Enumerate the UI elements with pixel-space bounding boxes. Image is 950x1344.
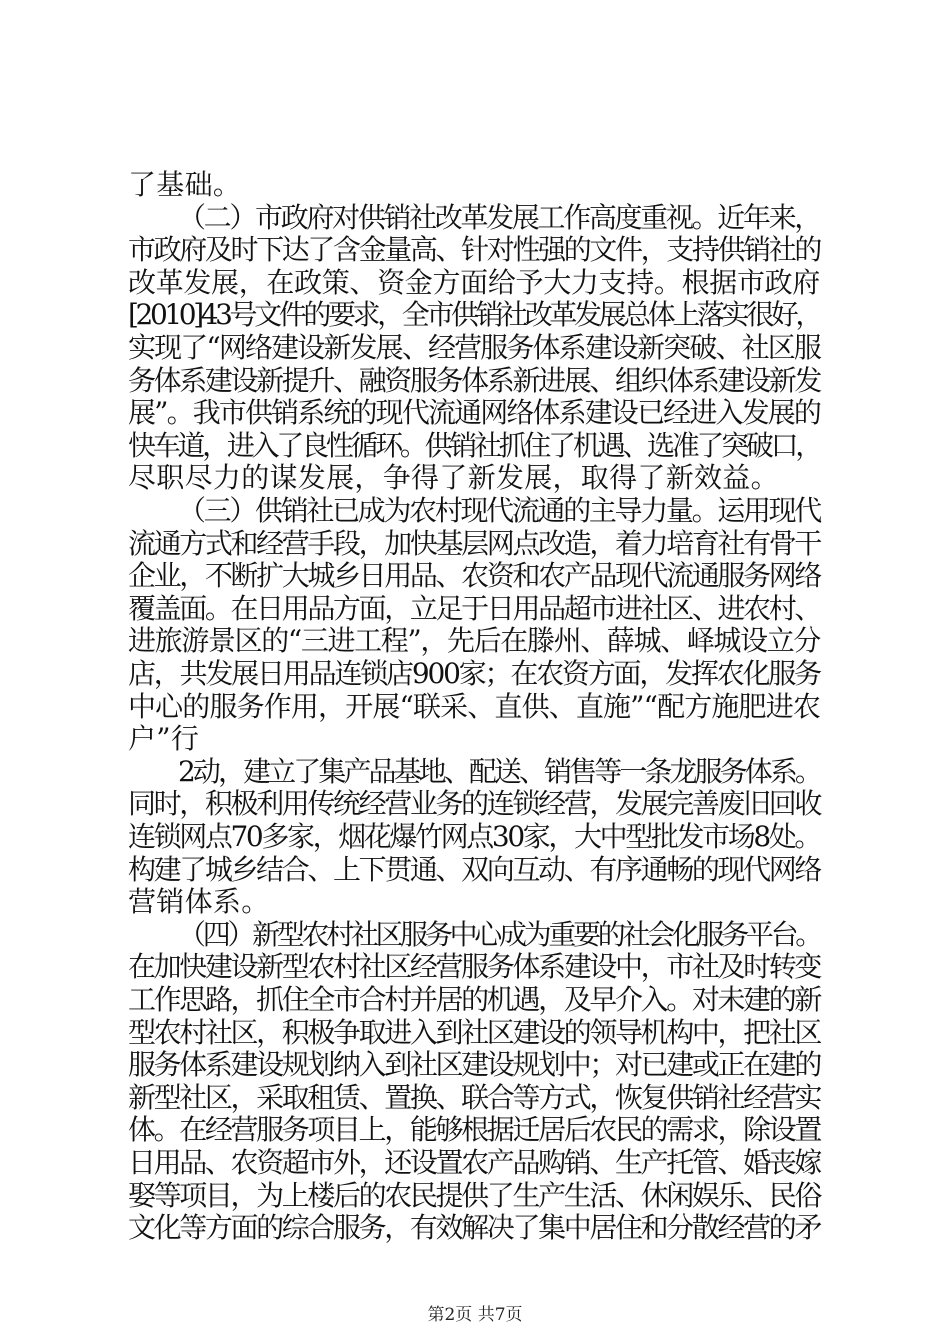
text-line: （二）市政府对供销社改革发展工作高度重视。近年来，	[178, 200, 820, 234]
text-line: （三）供销社已成为农村现代流通的主导力量。运用现代	[178, 494, 820, 527]
text-line: （四）新型农村社区服务中心成为重要的社会化服务平台。	[178, 917, 820, 951]
text-line: 娶等项目，为上楼后的农民提供了生产生活、休闲娱乐、民俗	[128, 1178, 820, 1212]
text-line: 快车道，进入了良性循环。供销社抓住了机遇、选准了突破口，	[128, 428, 820, 462]
text-line: 企业，不断扩大城乡日用品、农资和农产品现代流通服务网络	[128, 559, 820, 593]
text-line: 务体系建设新提升、融资服务体系新进展、组织体系建设新发	[128, 363, 820, 397]
text-line: 户”行	[128, 722, 200, 756]
text-line: 尽职尽力的谋发展，争得了新发展，取得了新效益。	[128, 461, 779, 495]
text-line: 型农村社区，积极争取进入到社区建设的领导机构中，把社区	[128, 1015, 820, 1049]
text-line: 中心的服务作用，开展“联采、直供、直施”“配方施肥进农	[128, 689, 820, 723]
text-line: 实现了“网络建设新发展、经营服务体系建设新突破、社区服	[128, 331, 820, 364]
text-line: 覆盖面。在日用品方面，立足于日用品超市进社区、进农村、	[128, 591, 820, 625]
text-line: 文化等方面的综合服务，有效解决了集中居住和分散经营的矛	[128, 1211, 820, 1245]
text-line: 工作思路，抓住全市合村并居的机遇，及早介入。对未建的新	[128, 983, 820, 1016]
text-line: 营销体系。	[128, 885, 270, 919]
text-line: 在加快建设新型农村社区经营服务体系建设中，市社及时转变	[128, 950, 820, 984]
page-footer: 第2页 共7页	[427, 1305, 523, 1325]
text-line: 日用品、农资超市外，还设置农产品购销、生产托管、婚丧嫁	[128, 1146, 820, 1179]
text-line: 体。在经营服务项目上，能够根据迁居后农民的需求，除设置	[128, 1113, 820, 1147]
text-line: 流通方式和经营手段，加快基层网点改造，着力培育社有骨干	[128, 526, 820, 560]
text-line: 2动，建立了集产品基地、配送、销售等一条龙服务体系。	[178, 754, 820, 788]
text-line: [2010]43号文件的要求，全市供销社改革发展总体上落实很好，	[128, 298, 820, 332]
text-line: 进旅游景区的“三进工程”，先后在滕州、薛城、峄城设立分	[128, 624, 820, 658]
text-line: 了基础。	[128, 168, 242, 201]
text-line: 连锁网点70多家，烟花爆竹网点30家，大中型批发市场8处。	[128, 820, 820, 853]
text-line: 市政府及时下达了含金量高、针对性强的文件，支持供销社的	[128, 233, 820, 267]
text-line: 构建了城乡结合、上下贯通、双向互动、有序通畅的现代网络	[128, 852, 820, 886]
text-line: 新型社区，采取租赁、置换、联合等方式，恢复供销社经营实	[128, 1080, 820, 1114]
text-line: 同时，积极利用传统经营业务的连锁经营，发展完善废旧回收	[128, 787, 820, 821]
text-line: 改革发展，在政策、资金方面给予大力支持。根据市政府	[128, 265, 820, 299]
text-line: 展”。我市供销系统的现代流通网络体系建设已经进入发展的	[128, 396, 820, 430]
text-line: 店，共发展日用品连锁店900家；在农资方面，发挥农化服务	[128, 657, 820, 690]
text-line: 服务体系建设规划纳入到社区建设规划中；对已建或正在建的	[128, 1048, 820, 1082]
